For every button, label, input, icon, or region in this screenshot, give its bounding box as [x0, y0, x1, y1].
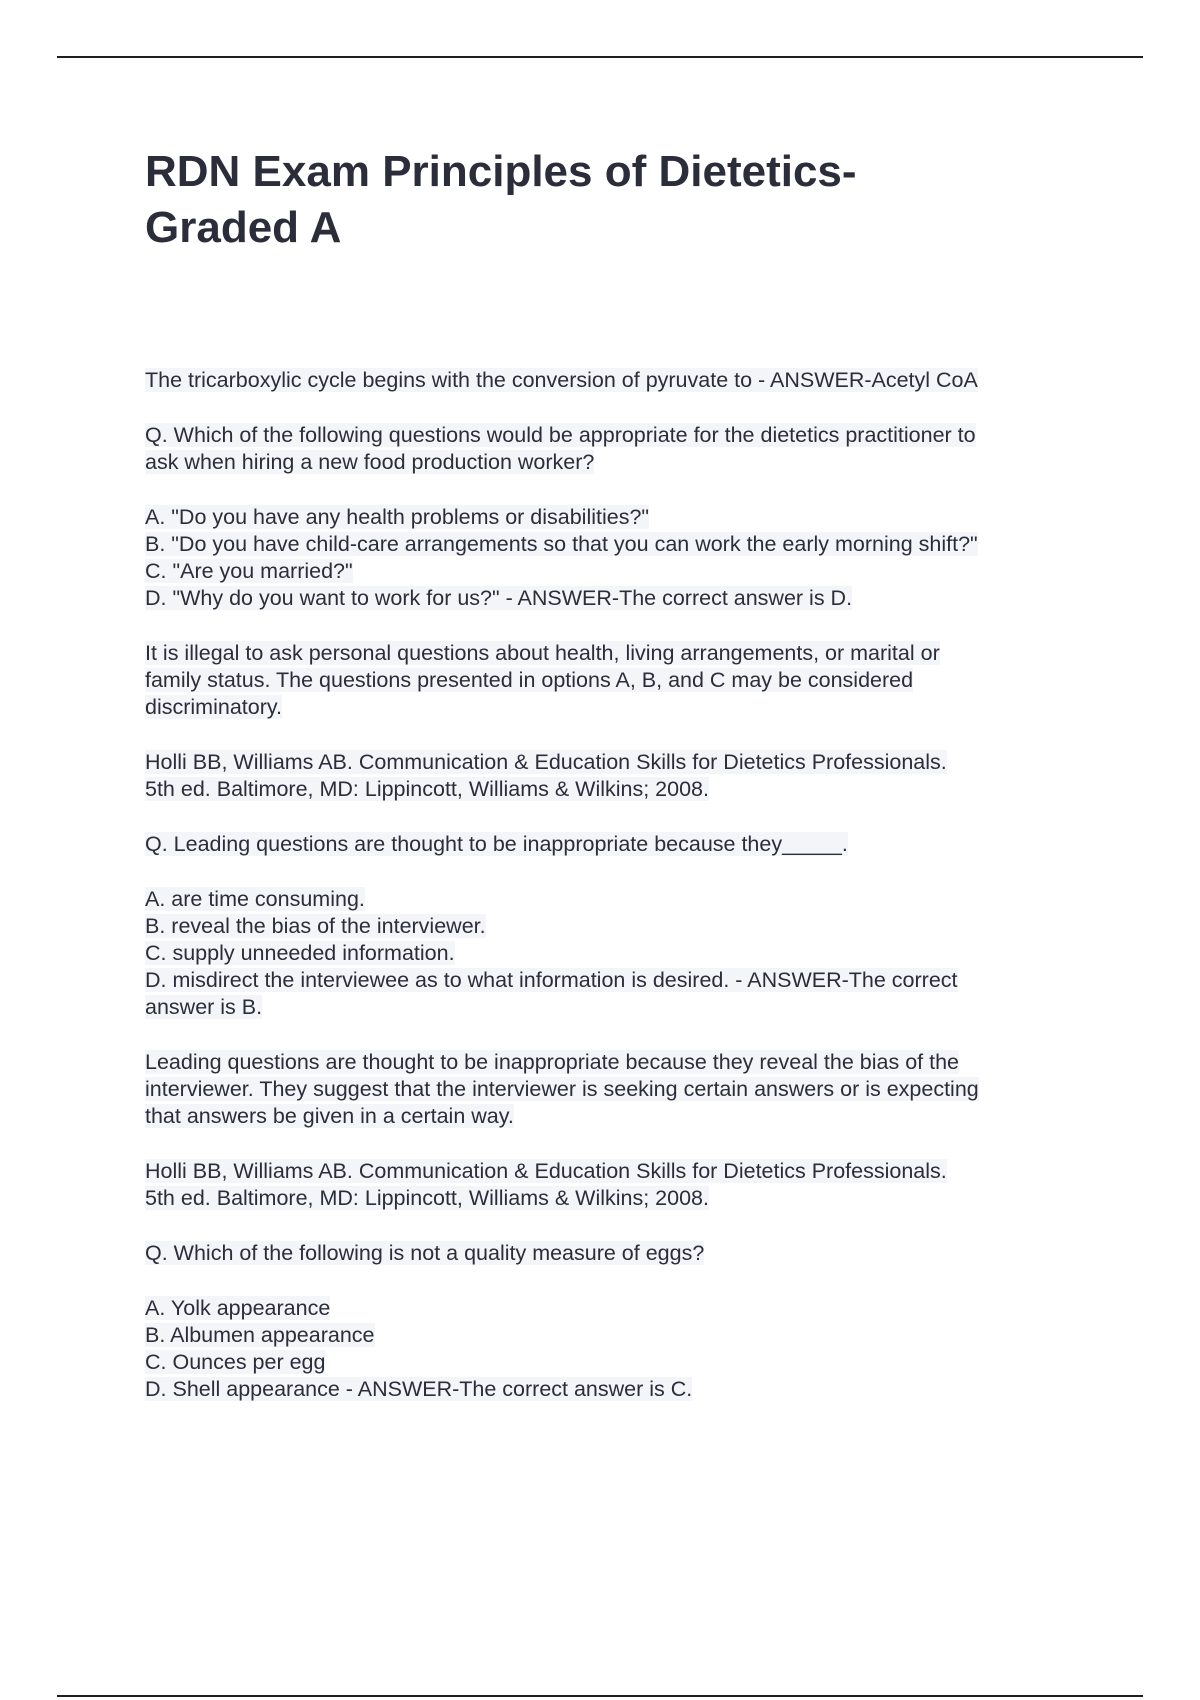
title-line-2: Graded A — [145, 203, 342, 252]
text-line — [145, 1240, 1090, 1267]
document-title — [145, 144, 1105, 256]
text-line-content: A. Yolk appearance — [145, 1296, 331, 1320]
text-line-content: D. Shell appearance - ANSWER-The correct answer is C. — [145, 1377, 693, 1401]
text-line — [145, 367, 1090, 394]
paragraph — [145, 886, 1090, 1021]
text-line — [145, 1376, 1090, 1403]
text-line — [145, 667, 1090, 694]
text-line-content: A. "Do you have any health problems or disabilities?" — [145, 505, 650, 529]
text-line-content: discriminatory. — [145, 695, 282, 719]
text-line-content: Q. Which of the following is not a quality measure of eggs? — [145, 1241, 705, 1265]
text-line — [145, 1076, 1090, 1103]
text-line-content: The tricarboxylic cycle begins with the conversion of pyruvate to - ANSWER-Acetyl CoA — [145, 368, 978, 392]
text-line-content: D. misdirect the interviewee as to what information is desired. - ANSWER-The correct — [145, 968, 958, 992]
text-line-content: C. "Are you married?" — [145, 559, 353, 583]
text-line — [145, 1049, 1090, 1076]
text-line-content: A. are time consuming. — [145, 887, 365, 911]
text-line-content: ask when hiring a new food production worker? — [145, 450, 595, 474]
text-line-content: 5th ed. Baltimore, MD: Lippincott, Williams & Wilkins; 2008. — [145, 777, 709, 801]
paragraph — [145, 367, 1090, 394]
text-line — [145, 831, 1090, 858]
text-line-content: 5th ed. Baltimore, MD: Lippincott, Williams & Wilkins; 2008. — [145, 1186, 709, 1210]
text-line-content: B. Albumen appearance — [145, 1323, 375, 1347]
text-line — [145, 1295, 1090, 1322]
text-line-content: Q. Which of the following questions would be appropriate for the dietetics practitioner to — [145, 423, 976, 447]
text-line-content: B. "Do you have child-care arrangements so that you can work the early morning shift?" — [145, 532, 978, 556]
text-line-content: Holli BB, Williams AB. Communication & Education Skills for Dietetics Professionals. — [145, 1159, 947, 1183]
text-line — [145, 504, 1090, 531]
bottom-rule — [57, 1695, 1143, 1697]
text-line — [145, 449, 1090, 476]
text-line — [145, 940, 1090, 967]
text-line — [145, 1185, 1090, 1212]
text-line-content: that answers be given in a certain way. — [145, 1104, 514, 1128]
paragraph — [145, 1049, 1090, 1130]
text-line — [145, 1158, 1090, 1185]
text-line — [145, 1322, 1090, 1349]
text-line — [145, 1349, 1090, 1376]
text-line-content: D. "Why do you want to work for us?" - ANSWER-The correct answer is D. — [145, 586, 853, 610]
text-line — [145, 531, 1090, 558]
text-line-content: answer is B. — [145, 995, 263, 1019]
document-body — [145, 367, 1090, 1431]
text-line-content: C. supply unneeded information. — [145, 941, 455, 965]
text-line — [145, 694, 1090, 721]
text-line — [145, 913, 1090, 940]
text-line — [145, 776, 1090, 803]
text-line — [145, 558, 1090, 585]
text-line — [145, 640, 1090, 667]
text-line — [145, 1103, 1090, 1130]
paragraph — [145, 422, 1090, 476]
text-line — [145, 967, 1090, 994]
text-line-content: It is illegal to ask personal questions about health, living arrangements, or marital or — [145, 641, 940, 665]
top-rule — [57, 56, 1143, 58]
title-line-1: RDN Exam Principles of Dietetics- — [145, 147, 857, 196]
paragraph — [145, 1295, 1090, 1403]
text-line-content: interviewer. They suggest that the interviewer is seeking certain answers or is expecting — [145, 1077, 979, 1101]
text-line-content: B. reveal the bias of the interviewer. — [145, 914, 486, 938]
paragraph — [145, 504, 1090, 612]
text-line-content: Q. Leading questions are thought to be inappropriate because they_____. — [145, 832, 848, 856]
text-line — [145, 422, 1090, 449]
text-line-content: Leading questions are thought to be inappropriate because they reveal the bias of the — [145, 1050, 959, 1074]
text-line — [145, 994, 1090, 1021]
paragraph — [145, 831, 1090, 858]
text-line-content: C. Ounces per egg — [145, 1350, 326, 1374]
text-line — [145, 886, 1090, 913]
paragraph — [145, 640, 1090, 721]
text-line-content: Holli BB, Williams AB. Communication & Education Skills for Dietetics Professionals. — [145, 750, 947, 774]
paragraph — [145, 749, 1090, 803]
text-line-content: family status. The questions presented in options A, B, and C may be considered — [145, 668, 914, 692]
text-line — [145, 585, 1090, 612]
paragraph — [145, 1158, 1090, 1212]
text-line — [145, 749, 1090, 776]
paragraph — [145, 1240, 1090, 1267]
